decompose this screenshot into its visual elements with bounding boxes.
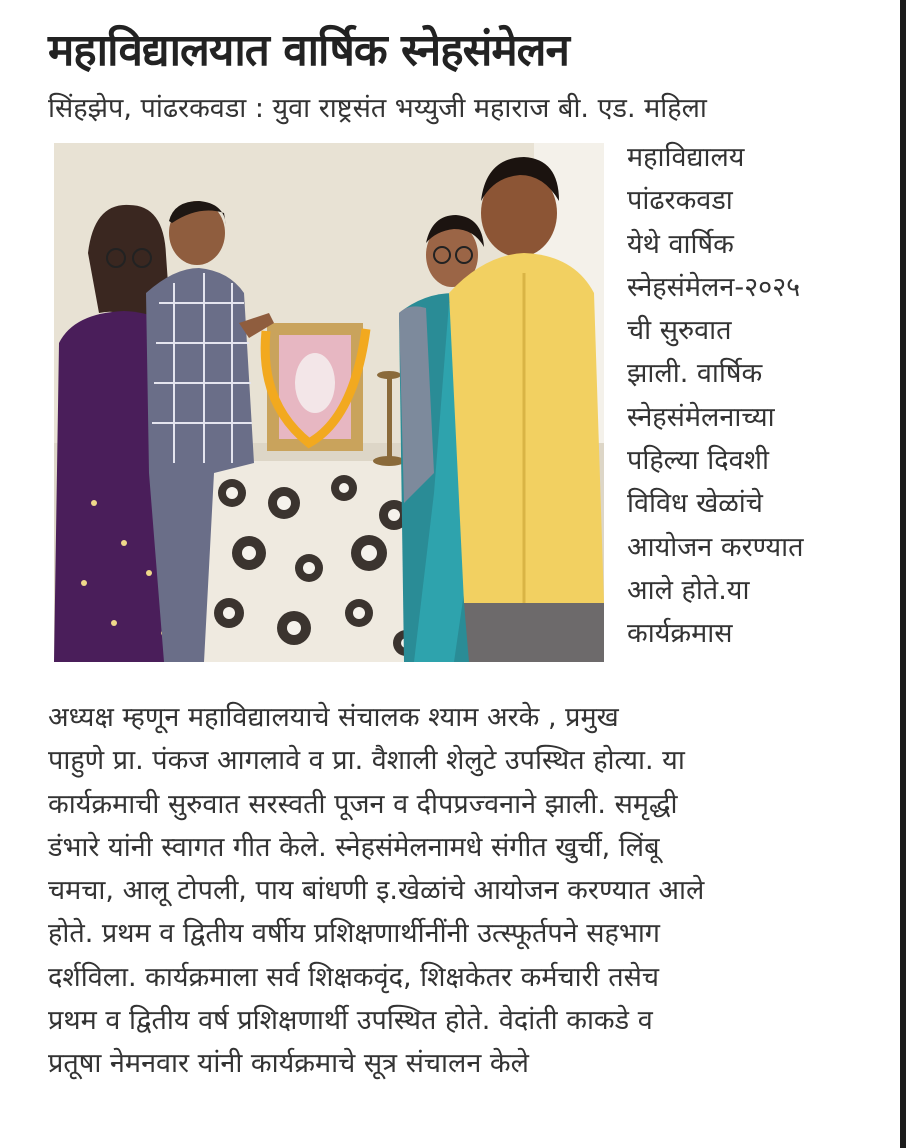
article-body-line: प्रतूषा नेमनवार यांनी कार्यक्रमाचे सूत्र संचालन केले [48,1048,529,1080]
article-side-column [627,136,887,656]
article-body-line: अध्यक्ष म्हणून महाविद्यालयाचे संचालक श्याम अरके , प्रमुख [48,702,619,733]
article-side-line: महाविद्यालय [627,142,745,173]
article-body-line: होते. प्रथम व द्वितीय वर्षीय प्रशिक्षणार्थीनींनी उत्स्फूर्तपने सहभाग [48,918,661,950]
decorated-table [204,461,419,662]
article-side-line: झाली. वार्षिक [627,358,763,390]
article-side-line: कार्यक्रमास [627,618,733,650]
headline: महाविद्यालयात वार्षिक स्नेहसंमेलन [48,25,569,76]
article-side-line: पांढरकवडा [627,185,733,217]
page-edge [900,0,906,1148]
photo-illustration [54,143,604,662]
article-body-line: पाहुणे प्रा. पंकज आगलावे व प्रा. वैशाली शेलुटे उपस्थित होत्या. या [48,745,685,777]
article-side-line: आले होते.या [627,574,750,606]
article-side-line: विविध खेळांचे [627,488,763,520]
article-body [48,696,888,1086]
article-body-line: प्रथम व द्वितीय वर्ष प्रशिक्षणार्थी उपस्थित होते. वेदांती काकडे व [48,1005,653,1037]
article-body-line: चमचा, आलू टोपली, पाय बांधणी इ.खेळांचे आयोजन करण्यात आले [48,875,705,907]
event-photo [54,143,604,662]
dateline: सिंहझेप, पांढरकवडा : युवा राष्ट्रसंत भय्युजी महाराज बी. एड. महिला [48,93,707,124]
article-side-line: येथे वार्षिक [627,228,734,260]
article-side-line: ची सुरुवात [627,315,732,347]
article-side-line: आयोजन करण्यात [627,531,804,563]
article-side-line: स्नेहसंमेलनाच्या [627,401,775,433]
article-side-line: स्नेहसंमेलन-२०२५ [627,271,801,303]
article-body-line: दर्शविला. कार्यक्रमाला सर्व शिक्षकवृंद, शिक्षकेतर कर्मचारी तसेच [48,961,660,993]
article-body-line: कार्यक्रमाची सुरुवात सरस्वती पूजन व दीपप्रज्वनाने झाली. समृद्धी [48,788,678,820]
article-body-line: डंभारे यांनी स्वागत गीत केले. स्नेहसंमेलनामधे संगीत खुर्ची, लिंबू [48,831,660,863]
article-side-line: पहिल्या दिवशी [627,445,769,477]
framed-portrait [265,323,366,451]
